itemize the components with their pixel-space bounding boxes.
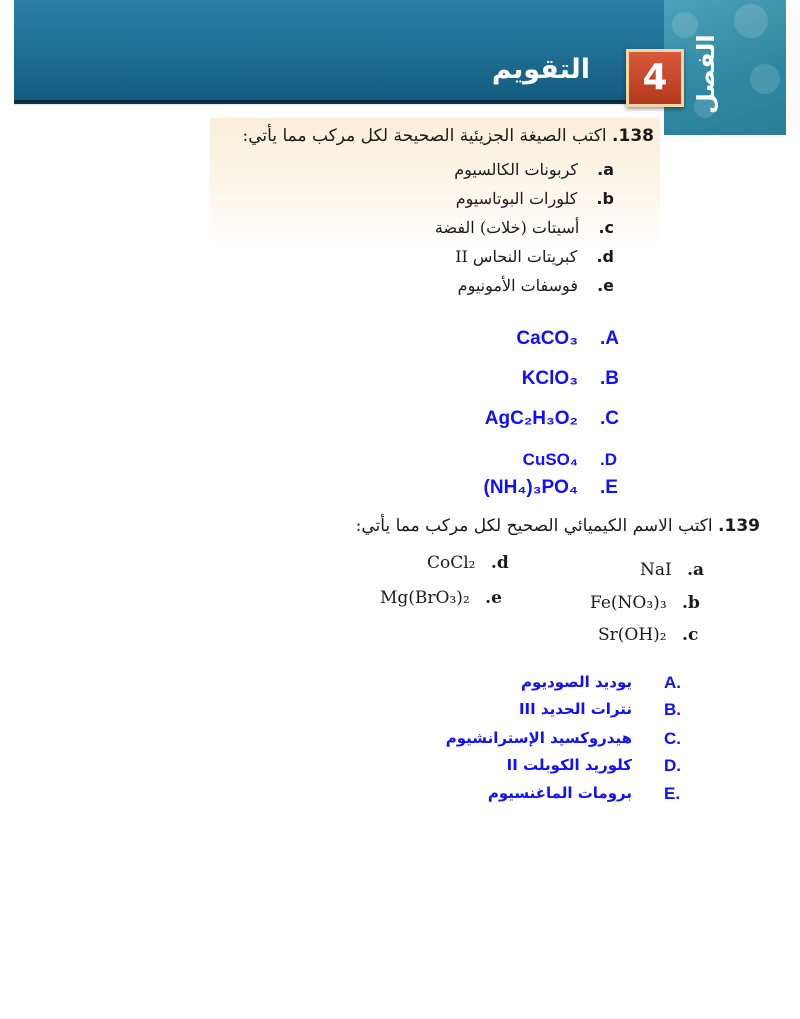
item-formula: Fe(NO₃)₃ (590, 593, 667, 613)
item-text: أسيتات (خلات) الفضة (434, 218, 580, 237)
answer-letter: A. (664, 673, 681, 692)
question-prompt: اكتب الاسم الكيميائي الصحيح لكل مركب مما يأتي: (355, 516, 713, 536)
page-title: التقويم (491, 54, 590, 85)
answer-letter: .E (600, 477, 618, 498)
question-139-heading (356, 516, 760, 536)
question-number: 138. (612, 126, 654, 146)
q138-item (456, 189, 614, 208)
header-banner (14, 0, 664, 104)
item-letter: c. (598, 218, 614, 237)
answer-name: يوديد الصوديوم (521, 673, 632, 691)
q138-item (435, 218, 614, 237)
answer-formula: AgC₂H₃O₂ (484, 408, 578, 429)
answer-letter: .C (600, 408, 619, 429)
molecule-decoration (734, 4, 768, 38)
question-138-heading (243, 126, 655, 146)
answer-name: نترات الحديد III (518, 700, 632, 718)
chapter-number: 4 (642, 57, 668, 98)
answer-formula: (NH₄)₃PO₄ (483, 477, 578, 498)
item-text: كبريتات النحاس II (455, 247, 578, 266)
answer-name: هيدروكسيد الإسترانشيوم (445, 729, 632, 747)
q138-item (455, 247, 614, 266)
answer-letter: .B (600, 368, 619, 389)
question-prompt: اكتب الصيغة الجزيئية الصحيحة لكل مركب مما يأتي: (242, 126, 607, 146)
chapter-number-badge (626, 49, 684, 107)
q139-item (590, 593, 700, 613)
q139-item (598, 625, 698, 645)
question-number: 139. (718, 516, 760, 536)
item-letter: .d (490, 553, 509, 573)
answer-formula: CuSO₄ (522, 450, 578, 469)
item-letter: .a (687, 560, 705, 580)
answer-letter: D. (664, 756, 681, 775)
item-letter: a. (597, 160, 614, 179)
item-letter: .e (485, 588, 502, 608)
item-formula: CoCl₂ (427, 553, 476, 573)
item-text: كلورات البوتاسيوم (455, 189, 578, 208)
item-letter: e. (597, 276, 614, 295)
answer-name: كلوريد الكوبلت II (506, 756, 632, 774)
q139-item (640, 560, 704, 580)
chapter-side-label: الفصل (692, 34, 720, 114)
item-letter: .b (682, 593, 700, 613)
q139-item (427, 553, 509, 573)
molecule-decoration (750, 64, 780, 94)
item-letter: .c (682, 625, 699, 645)
answer-name: برومات الماغنسيوم (487, 784, 632, 802)
q138-item (458, 276, 614, 295)
answer-formula: CaCO₃ (516, 328, 578, 349)
answer-letter: .A (600, 328, 619, 349)
answer-letter: E. (664, 784, 681, 803)
item-text: فوسفات الأمونيوم (457, 276, 578, 295)
item-formula: Mg(BrO₃)₂ (380, 588, 470, 608)
answer-letter: B. (664, 700, 681, 719)
item-letter: b. (596, 189, 614, 208)
item-formula: NaI (640, 560, 672, 580)
answer-letter: .D (600, 450, 617, 469)
q139-item (380, 588, 502, 608)
q138-item (454, 160, 614, 179)
item-formula: Sr(OH)₂ (598, 625, 667, 645)
answer-letter: C. (664, 729, 681, 748)
banner-shadow (14, 100, 664, 106)
item-letter: d. (596, 247, 614, 266)
item-text: كربونات الكالسيوم (454, 160, 579, 179)
answer-formula: KClO₃ (521, 368, 578, 389)
